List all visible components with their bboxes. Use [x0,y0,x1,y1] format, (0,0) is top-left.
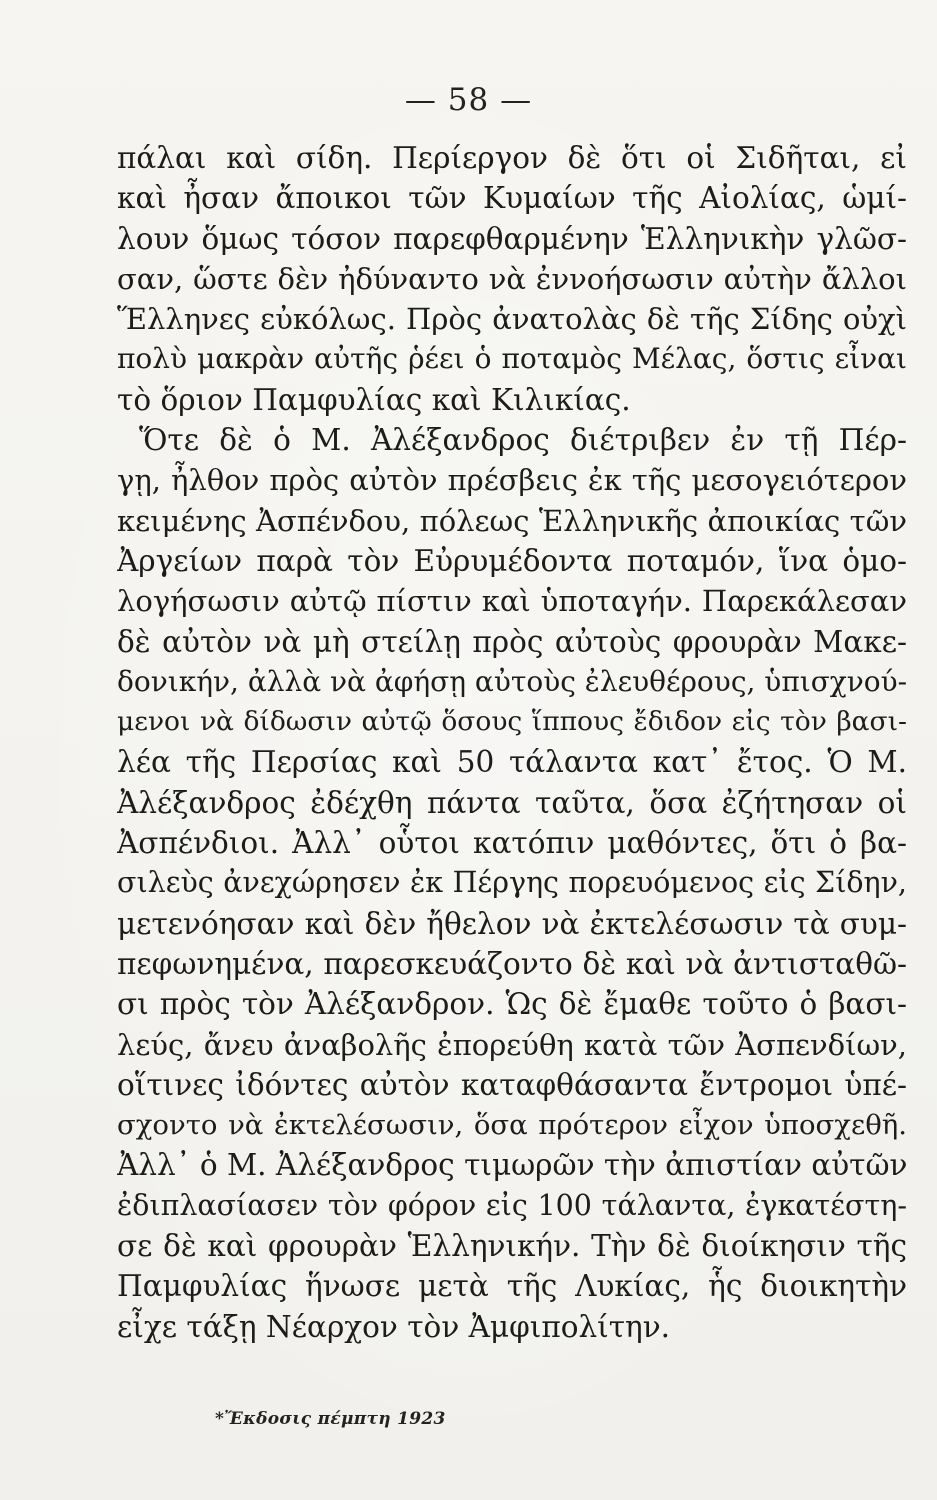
text-line: λεύς, ἄνευ ἀναβολῆς ἐπορεύθη κατὰ τῶν Ἀσπενδίων, [117,1027,907,1062]
text-line: Ἀλλ᾽ ὁ Μ. Ἀλέξανδρος τιμωρῶν τὴν ἀπιστίαν αὐτῶν [117,1148,907,1183]
text-line: δονικήν, ἀλλὰ νὰ ἀφήσῃ αὐτοὺς ἐλευθέρους, ὑπισχνού- [117,664,907,698]
text-line: εἶχε τάξῃ Νέαρχον τὸν Ἀμφιπολίτην. [117,1309,671,1344]
text-line: οἵτινες ἰδόντες αὐτὸν καταφθάσαντα ἔντρομοι ὑπέ- [117,1067,907,1102]
text-line: σιλεὺς ἀνεχώρησεν ἐκ Πέργης πορευόμενος εἰς Σίδην, [117,866,907,900]
text-line: Παμφυλίας ἥνωσε μετὰ τῆς Λυκίας, ἧς διοικητὴν [117,1269,907,1304]
text-line: Ἀλέξανδρος ἐδέχθη πάντα ταῦτα, ὅσα ἐζήτησαν οἱ [117,785,907,820]
text-line: τὸ ὅριον Παμφυλίας καὶ Κιλικίας. [117,382,631,417]
edition-footnote: *Ἔκδοσις πέμπτη 1923 [215,1409,446,1429]
text-line: Ὅτε δὲ ὁ Μ. Ἀλέξανδρος διέτριβεν ἐν τῇ Πέρ- [139,423,907,458]
text-line: ἐδιπλασίασεν τὸν φόρον εἰς 100 τάλαντα, ἐγκατέστη- [117,1188,907,1222]
text-line: σι πρὸς τὸν Ἀλέξανδρον. Ὡς δὲ ἔμαθε τοῦτο ὁ βασι- [117,987,907,1022]
text-line: κειμένης Ἀσπένδου, πόλεως Ἑλληνικῆς ἀποικίας τῶν [117,503,907,538]
text-line: σχοντο νὰ ἐκτελέσωσιν, ὅσα πρότερον εἶχον ὑποσχεθῆ. [117,1109,907,1142]
text-line: πολὺ μακρὰν αὐτῆς ῥέει ὁ ποταμὸς Μέλας, ὅστις εἶναι [117,342,907,376]
text-line: σε δὲ καὶ φρουρὰν Ἑλληνικήν. Τὴν δὲ διοίκησιν τῆς [117,1229,907,1264]
text-line: Ἀργείων παρὰ τὸν Εὐρυμέδοντα ποταμόν, ἵνα ὁμο- [117,543,907,578]
page-number: — 58 — [404,82,533,118]
body-text [117,138,907,1347]
text-line: μενοι νὰ δίδωσιν αὐτῷ ὅσους ἵππους ἔδιδον εἰς τὸν βασι- [117,706,907,738]
text-line: Ἀσπένδιοι. Ἀλλ᾽ οὗτοι κατόπιν μαθόντες, ὅτι ὁ βα- [117,826,907,861]
text-line: λογήσωσιν αὐτῷ πίστιν καὶ ὑποταγήν. Παρεκάλεσαν [117,584,907,619]
text-line: λέα τῆς Περσίας καὶ 50 τάλαντα κατ᾽ ἔτος. Ὁ Μ. [117,745,907,780]
text-line: πεφωνημένα, παρεσκευάζοντο δὲ καὶ νὰ ἀντισταθῶ- [117,946,907,981]
text-line: πάλαι καὶ σίδη. Περίεργον δὲ ὅτι οἱ Σιδῆται, εἰ [117,141,907,175]
text-line: μετενόησαν καὶ δὲν ἤθελον νὰ ἐκτελέσωσιν τὰ συμ- [117,906,907,941]
text-line: σαν, ὥστε δὲν ἠδύναντο νὰ ἐννοήσωσιν αὐτὴν ἄλλοι [117,261,907,296]
text-line: λουν ὅμως τόσον παρεφθαρμένην Ἑλληνικὴν γλῶσ- [117,221,907,256]
text-line: καὶ ἦσαν ἄποικοι τῶν Κυμαίων τῆς Αἰολίας, ὡμί- [117,181,907,216]
text-line: Ἕλληνες εὐκόλως. Πρὸς ἀνατολὰς δὲ τῆς Σίδης οὐχὶ [117,302,907,337]
text-line: δὲ αὐτὸν νὰ μὴ στείλῃ πρὸς αὐτοὺς φρουρὰν Μακε- [117,624,907,659]
text-line: γῃ, ἦλθον πρὸς αὐτὸν πρέσβεις ἐκ τῆς μεσογειότερον [117,463,907,498]
